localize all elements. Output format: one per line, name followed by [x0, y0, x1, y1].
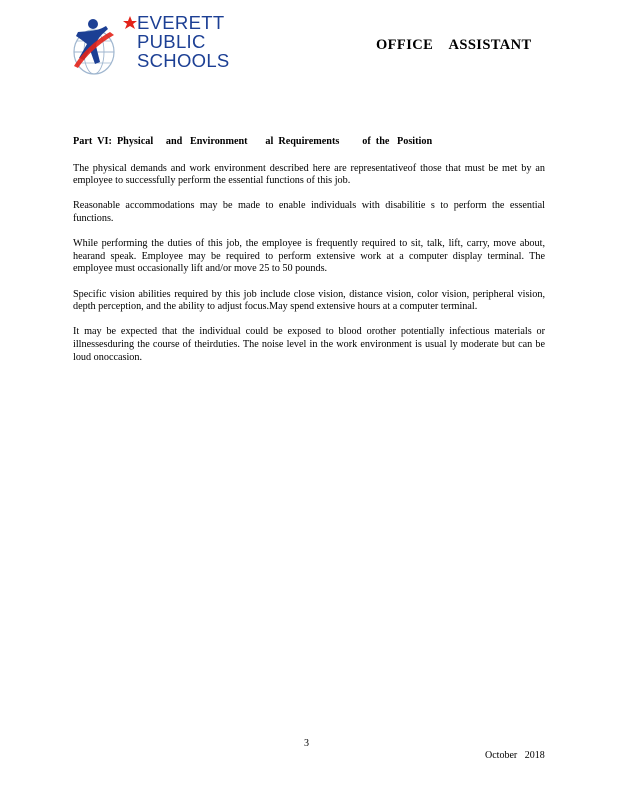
everett-logo-figure-icon — [70, 12, 138, 80]
logo-line-public: PUBLIC — [137, 31, 206, 52]
paragraph-exposure: It may be expected that the individual could be exposed to blood orother potentially infectious materials or illnessesduring the course of theirduties. The noise level in the work environment is usual ly moderate but can be loud onoccasion. — [73, 326, 545, 363]
logo-line-schools: SCHOOLS — [137, 50, 230, 71]
district-logo — [70, 12, 240, 80]
paragraph-physical-demands: The physical demands and work environment described here are representativeof those that must be met by an employee to successfully perform the essential functions of this job. — [73, 162, 545, 187]
document-date: October 2018 — [485, 750, 545, 761]
paragraph-vision: Specific vision abilities required by this job include close vision, distance vision, color vision, peripheral vision, depth perception, and the ability to adjust focus.May spend extensive hours at a computer terminal. — [73, 288, 545, 313]
page-number: 3 — [304, 738, 309, 749]
paragraph-duties: While performing the duties of this job, the employee is frequently required to sit, talk, lift, carry, move about, hearand speak. Employee may be required to perform extensive work at a computer display terminal. The employee must occasionally lift and/or move 25 to 50 pounds. — [73, 238, 545, 275]
paragraph-accommodations: Reasonable accommodations may be made to enable individuals with disabilitie s to perform the essential functions. — [73, 200, 545, 224]
requirements-section — [73, 136, 545, 377]
section-heading: Part VI: Physical and Environment al Requirements of the Position — [73, 136, 433, 147]
logo-wordmark — [137, 13, 230, 70]
document-title: OFFICE ASSISTANT — [376, 37, 532, 53]
logo-line-everett: EVERETT — [137, 12, 225, 33]
